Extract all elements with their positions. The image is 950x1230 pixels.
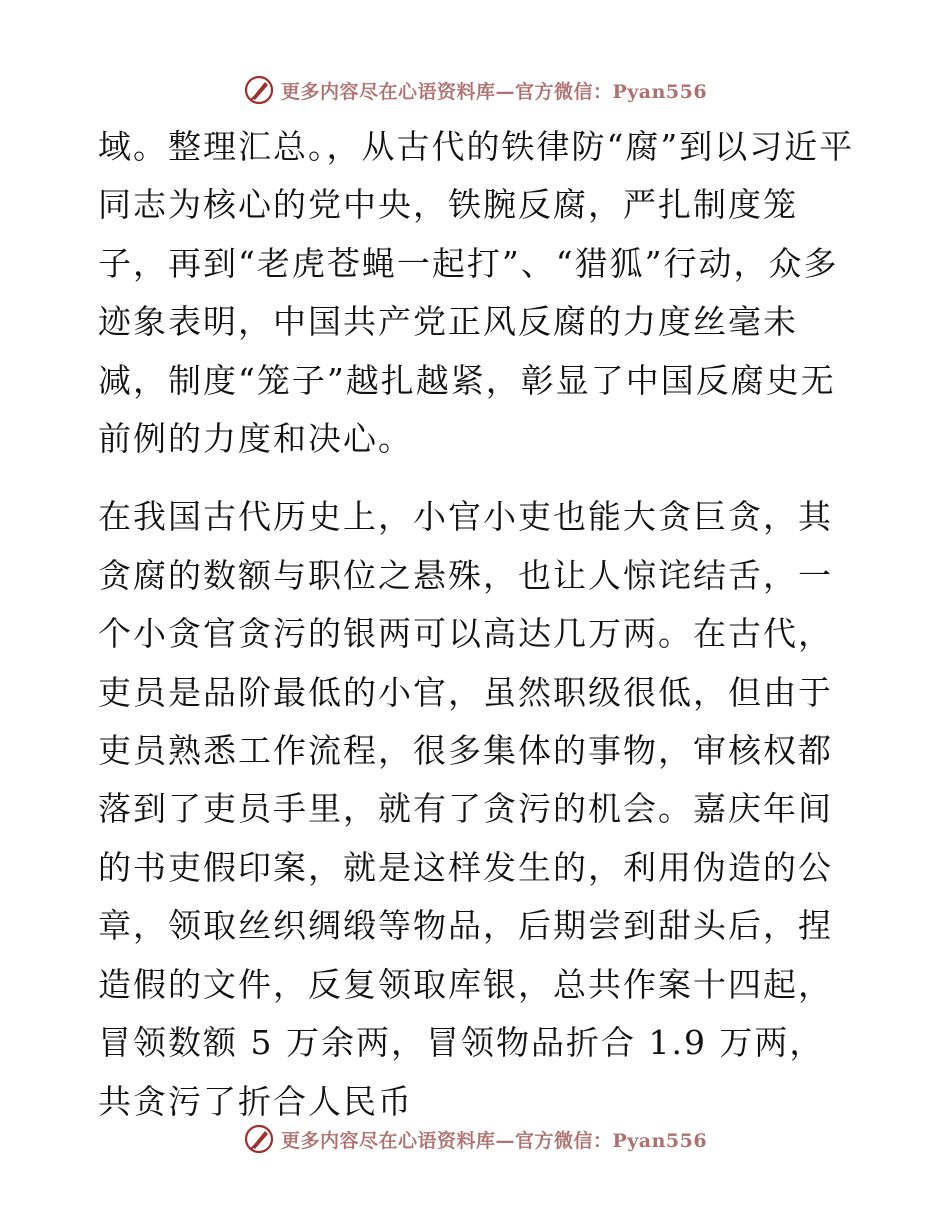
paragraph-2: 在我国古代历史上，小官小吏也能大贪巨贪，其贪腐的数额与职位之悬殊，也让人惊诧结舌，一个小贪官贪污的银两可以高达几万两。在古代，吏员是品阶最低的小官，虽然职级很低，但由于吏员熟悉工作流程，很多集体的事物，审核权都落到了吏员手里，就有了贪污的机会。嘉庆年间的书吏假印案，就是这样发生的，利用伪造的公章，领取丝织绸缎等物品，后期尝到甜头后，捏造假的文件，反复领取库银，总共作案十四起，冒领数额 5 万余两，冒领物品折合 1.9 万两，共贪污了折合人民币 <box>98 497 833 1121</box>
quill-pen-logo-icon <box>243 1123 275 1155</box>
document-body <box>98 118 858 1131</box>
header-banner <box>0 70 950 110</box>
footer-banner <box>0 1119 950 1159</box>
footer-banner-text: 更多内容尽在心语资料库—官方微信：Pyan556 <box>280 1129 708 1152</box>
paragraph-1: 域。整理汇总。，从古代的铁律防“腐”到以习近平同志为核心的党中央，铁腕反腐，严扎制度笼子，再到“老虎苍蝇一起打”、“猎狐”行动，众多迹象表明，中国共产党正风反腐的力度丝毫未减，制度“笼子”越扎越紧，彰显了中国反腐史无前例的力度和决心。 <box>98 127 855 459</box>
header-banner-text: 更多内容尽在心语资料库—官方微信：Pyan556 <box>280 80 708 103</box>
quill-pen-logo-icon <box>243 74 275 106</box>
